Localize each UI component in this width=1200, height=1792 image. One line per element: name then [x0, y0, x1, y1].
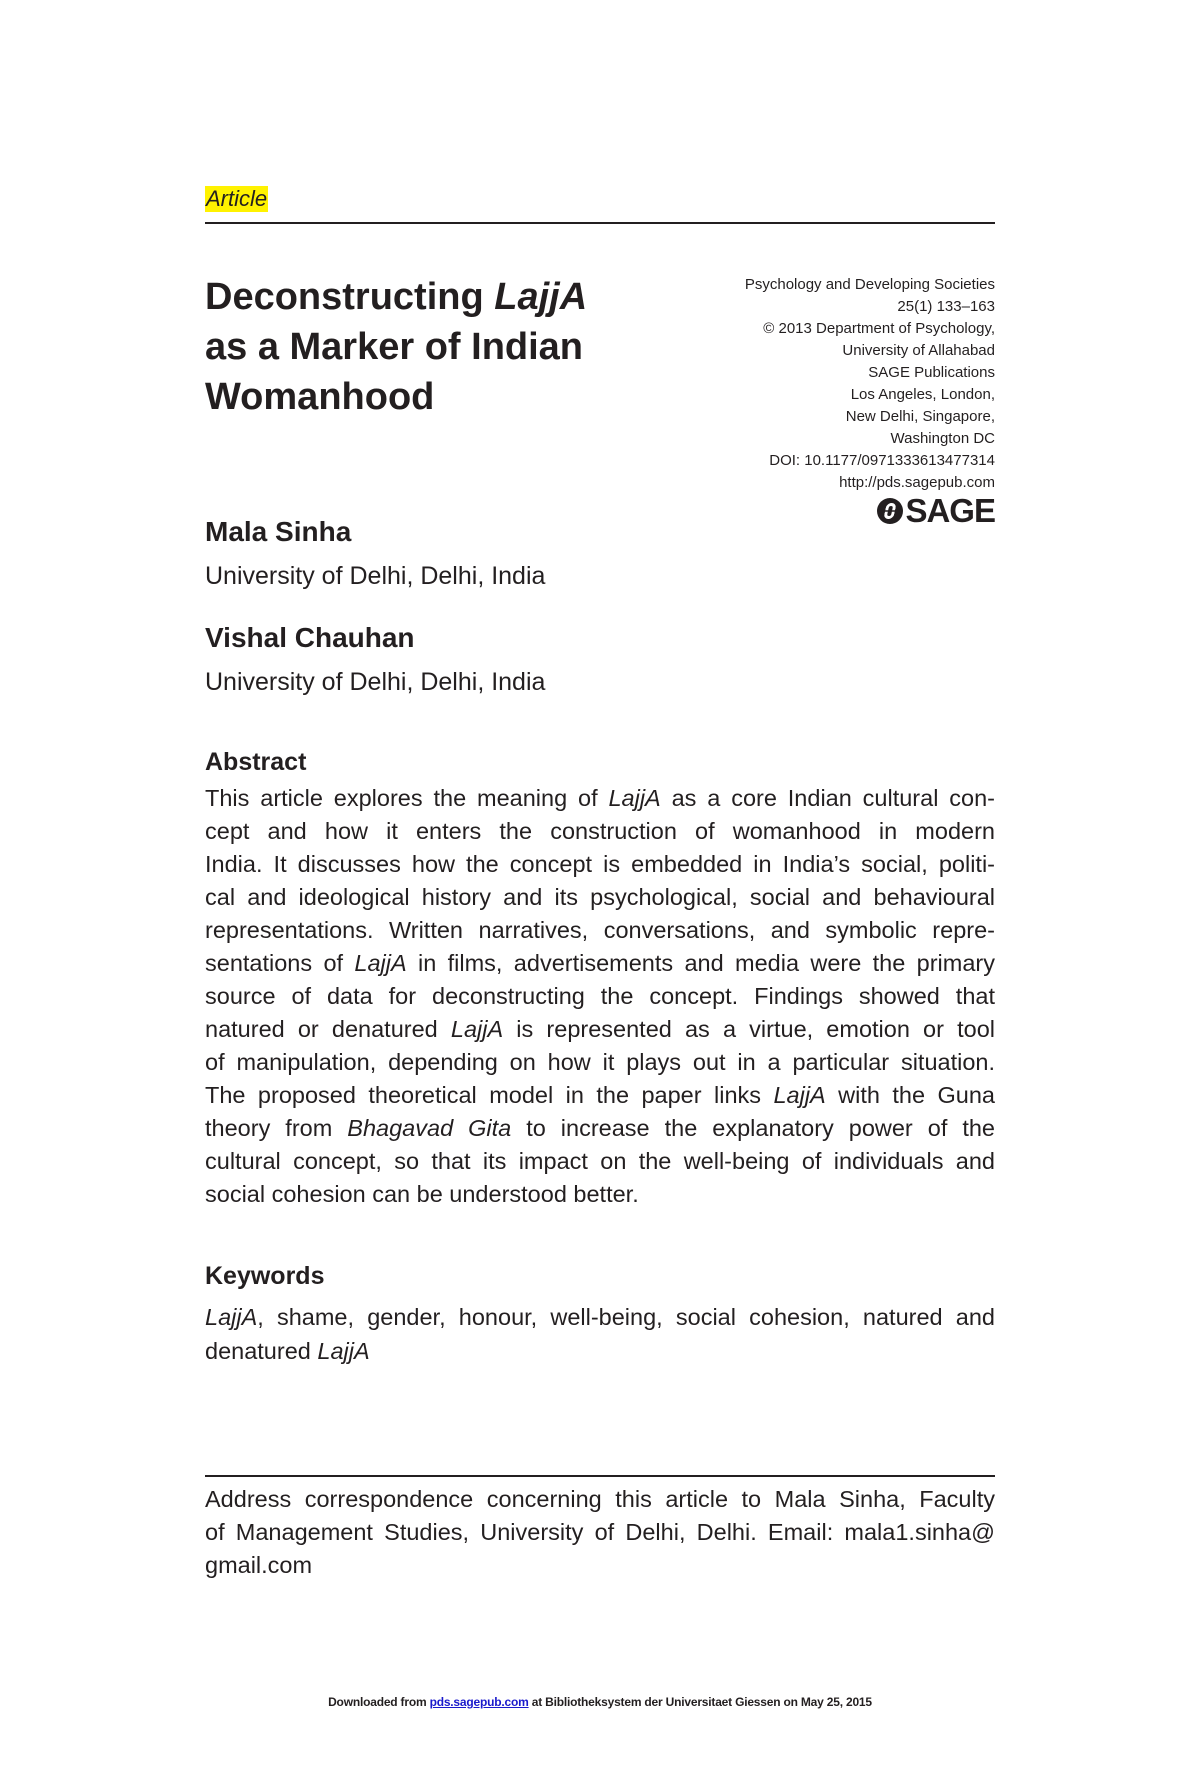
download-notice	[0, 1695, 1200, 1709]
sage-logo-icon	[877, 498, 903, 524]
abstract-line: natured or denatured LajjA is represented as a virtue, emotion or tool	[205, 1016, 995, 1042]
journal-url[interactable]: http://pds.sagepub.com	[839, 474, 995, 491]
header-rule	[205, 222, 995, 224]
italic-term: LajjA	[608, 785, 661, 811]
author-name-2: Vishal Chauhan	[205, 622, 415, 653]
article-type-label: Article	[206, 186, 268, 211]
abstract-line: social cohesion can be understood better.	[205, 1181, 639, 1207]
abstract-line: This article explores the meaning of LajjA as a core Indian cultural con-	[205, 785, 995, 811]
title-italic-term: LajjA	[494, 276, 588, 318]
footnote-line: gmail.com	[205, 1552, 313, 1578]
copyright-holder: University of Allahabad	[842, 342, 995, 359]
abstract-line: of manipulation, depending on how it plays out in a particular situation.	[205, 1049, 995, 1075]
abstract-heading: Abstract	[205, 748, 307, 776]
italic-term: LajjA	[354, 950, 407, 976]
article-title	[205, 272, 685, 422]
abstract-line: cal and ideological history and its psychological, social and behavioural	[205, 884, 995, 910]
abstract-line: representations. Written narratives, conversations, and symbolic repre-	[205, 917, 995, 943]
abstract-line: source of data for deconstructing the concept. Findings showed that	[205, 983, 995, 1009]
correspondence-footnote	[205, 1483, 995, 1582]
abstract-line: sentations of LajjA in films, advertisements and media were the primary	[205, 950, 995, 976]
sage-logo	[877, 494, 995, 528]
footnote-line: Address correspondence concerning this article to Mala Sinha, Faculty	[205, 1486, 995, 1512]
author-affiliation-2: University of Delhi, Delhi, India	[205, 668, 546, 696]
italic-term: LajjA	[450, 1016, 504, 1042]
sage-logo-text: SAGE	[905, 492, 995, 529]
journal-name: Psychology and Developing Societies	[744, 276, 995, 293]
title-line3: Womanhood	[205, 376, 435, 418]
journal-info	[675, 274, 995, 494]
italic-term: Bhagavad Gita	[347, 1115, 512, 1141]
doi-line: DOI: 10.1177/0971333613477314	[769, 452, 995, 469]
italic-term: LajjA	[317, 1338, 370, 1364]
publisher-location-1: Los Angeles, London,	[850, 386, 995, 403]
abstract-line: cept and how it enters the construction of womanhood in modern	[205, 818, 995, 844]
author-affiliation-1: University of Delhi, Delhi, India	[205, 562, 546, 590]
keywords-body	[205, 1300, 995, 1368]
download-prefix: Downloaded from	[328, 1695, 430, 1709]
abstract-line: cultural concept, so that its impact on the well-being of individuals and	[205, 1148, 995, 1174]
footnote-line: of Management Studies, University of Delhi, Delhi. Email: mala1.sinha@	[205, 1519, 995, 1545]
keywords-line: denatured LajjA	[205, 1338, 370, 1364]
keywords-line: LajjA, shame, gender, honour, well-being, social cohesion, natured and	[205, 1304, 995, 1330]
italic-term: LajjA	[773, 1082, 826, 1108]
author-name-1: Mala Sinha	[205, 516, 352, 547]
publisher-location-2: New Delhi, Singapore,	[845, 408, 995, 425]
footnote-rule	[205, 1475, 995, 1477]
abstract-line: theory from Bhagavad Gita to increase the explanatory power of the	[205, 1115, 995, 1141]
abstract-body	[205, 782, 995, 1211]
publisher-location-3: Washington DC	[890, 430, 995, 447]
journal-volume-pages: 25(1) 133–163	[897, 298, 995, 315]
title-part1: Deconstructing	[205, 276, 495, 318]
title-line2: as a Marker of Indian	[205, 326, 584, 368]
abstract-line: India. It discusses how the concept is embedded in India’s social, politi-	[205, 851, 995, 877]
abstract-line: The proposed theoretical model in the paper links LajjA with the Guna	[205, 1082, 995, 1108]
download-link[interactable]: pds.sagepub.com	[429, 1695, 529, 1709]
italic-term: LajjA	[205, 1304, 258, 1330]
download-suffix: at Bibliotheksystem der Universitaet Giessen on May 25, 2015	[528, 1695, 872, 1709]
copyright-line: © 2013 Department of Psychology,	[763, 320, 995, 337]
publisher-name: SAGE Publications	[868, 364, 995, 381]
keywords-heading: Keywords	[205, 1262, 325, 1290]
